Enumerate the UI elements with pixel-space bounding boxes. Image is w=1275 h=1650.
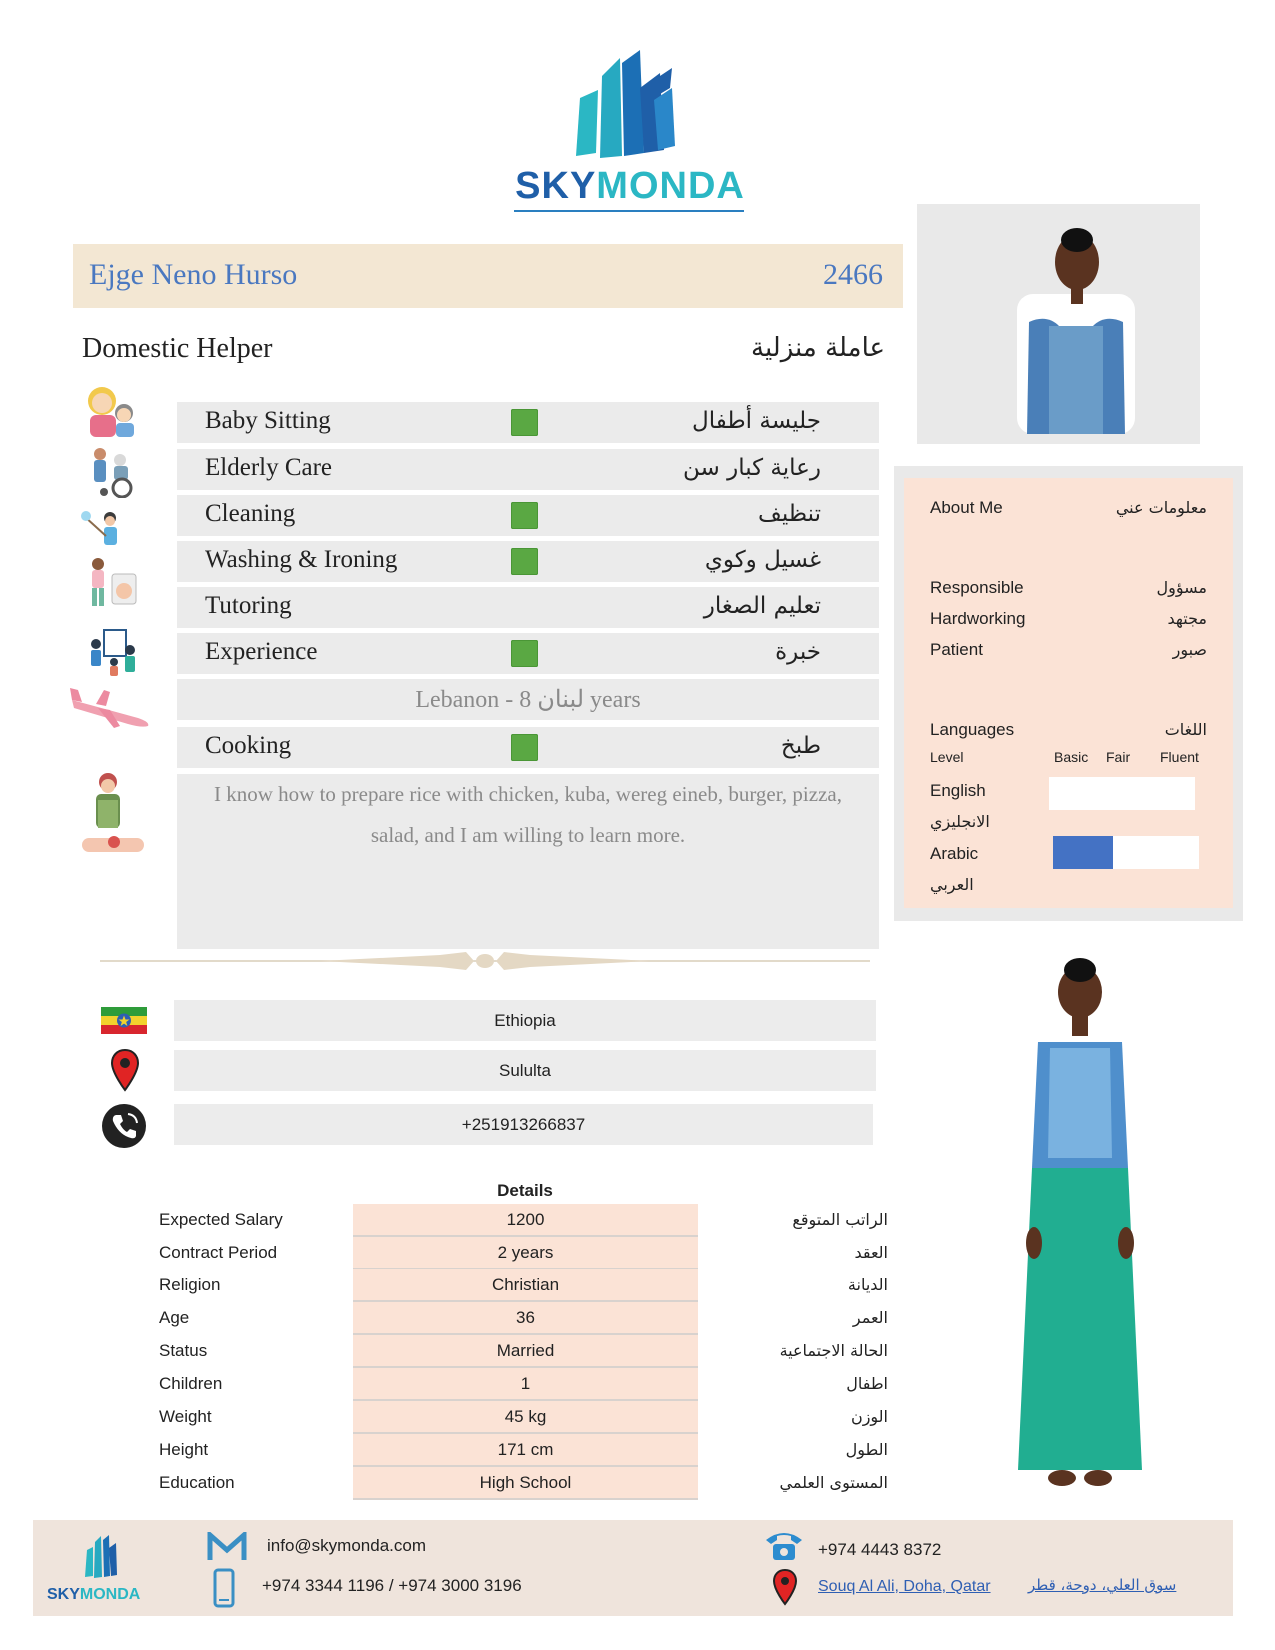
detail-label-ar: الراتب المتوقع [792,1210,888,1229]
detail-label-en: Religion [159,1275,221,1294]
details-row-contract [158,1237,888,1269]
footer-logo-wordmark: SKYMONDA [47,1586,141,1603]
languages-title-en: Languages [930,720,1015,739]
trait-ar: صبور [1172,640,1207,659]
skill-check-icon [511,640,538,667]
candidate-ref: 2466 [823,258,883,291]
skill-check-icon [511,409,538,436]
headshot-illustration [917,204,1200,444]
english-level-bar [1049,777,1195,810]
arabic-level-fill [1053,836,1113,869]
lang-english-en: English [930,781,986,800]
footer-address-ar[interactable]: سوق العلي، دوحة، قطر [1028,1576,1177,1594]
detail-value: 36 [353,1302,698,1335]
languages-title-ar: اللغات [1164,720,1207,739]
level-label: Level [930,749,964,765]
trait-en: Hardworking [930,609,1026,628]
level-fluent: Fluent [1160,749,1199,765]
detail-label-ar: العقد [854,1243,888,1262]
skill-row-cooking [177,727,879,768]
skill-row-experience [177,633,879,674]
tutoring-icon [86,628,142,676]
trait-ar: مجتهد [1167,609,1207,628]
skill-label-en: Cleaning [205,500,296,527]
detail-label-ar: الطول [845,1440,888,1459]
experience-detail: Lebanon - لبنان 8 years [415,687,641,713]
details-row-weight [158,1401,888,1433]
details-row-height [158,1434,888,1466]
level-fair: Fair [1106,749,1131,765]
ethiopia-flag-icon [101,1007,147,1034]
detail-value: 1 [353,1368,698,1401]
about-title-ar: معلومات عني [1115,498,1207,517]
name-bar [73,244,903,308]
logo-underline [514,210,744,212]
footer-location-pin-icon [772,1568,798,1606]
detail-value: High School [353,1467,698,1500]
detail-value: 45 kg [353,1401,698,1434]
footer-address-en[interactable]: Souq Al Ali, Doha, Qatar [818,1578,991,1595]
footer-logo-icon [63,1530,143,1584]
country-field: Ethiopia [174,1000,876,1041]
detail-value: 2 years [353,1237,698,1270]
details-row-salary [158,1204,888,1236]
lang-arabic-en: Arabic [930,844,979,863]
job-title-en: Domestic Helper [82,333,273,364]
footer [33,1520,1233,1616]
skill-check-icon [511,548,538,575]
trait-ar: مسؤول [1156,578,1207,597]
trait-en: Responsible [930,578,1024,597]
skill-label-ar: رعاية كبار سن [683,455,821,481]
trait-en: Patient [930,640,983,659]
candidate-name: Ejge Neno Hurso [89,258,298,291]
detail-label-en: Contract Period [159,1243,278,1262]
lang-english-ar: الانجليزي [930,812,990,831]
detail-label-en: Education [159,1473,235,1492]
details-title: Details [497,1181,553,1200]
detail-label-en: Weight [159,1407,212,1426]
skill-label-en: Tutoring [205,592,292,619]
skymonda-wordmark: SKYMONDA [515,165,745,207]
skill-label-ar: تنظيف [758,501,821,527]
skill-row-baby-sitting [177,402,879,443]
skill-label-en: Elderly Care [205,454,333,481]
level-basic: Basic [1054,749,1089,765]
detail-label-ar: المستوى العلمي [779,1473,888,1492]
cooking-icon [76,772,150,858]
skill-row-cleaning [177,495,879,536]
skill-check-icon [511,734,538,761]
telephone-icon [763,1528,805,1562]
airplane-icon [68,684,154,734]
detail-value: 171 cm [353,1434,698,1467]
arabic-level-bar [1053,836,1199,869]
skill-check-icon [511,502,538,529]
job-title-ar: عاملة منزلية [751,333,885,363]
phone-field: +251913266837 [174,1104,873,1145]
footer-phone: +974 4443 8372 [818,1540,942,1559]
skill-label-ar: جليسة أطفال [692,408,821,434]
about-title-en: About Me [930,498,1003,517]
detail-label-en: Height [159,1440,209,1459]
mobile-icon [213,1568,235,1608]
city-field: Sululta [174,1050,876,1091]
skill-label-ar: تعليم الصغار [703,593,821,619]
cooking-note: I know how to prepare rice with chicken, kuba, wereg eineb, burger, pizza, salad, and I am willing to learn more. [214,782,842,847]
lang-arabic-ar: العربي [930,875,974,894]
skill-row-washing-ironing [177,541,879,582]
elderly-care-icon [88,446,142,498]
detail-label-ar: الحالة الاجتماعية [779,1341,888,1360]
skill-row-tutoring [177,587,879,628]
skill-row-elderly-care [177,449,879,490]
detail-label-en: Age [159,1308,190,1327]
phone-call-icon [101,1103,147,1149]
experience-detail-row [177,679,879,720]
details-row-education [158,1467,888,1499]
cooking-note-box [177,774,879,949]
details-row-status [158,1335,888,1367]
about-me-panel [894,466,1243,921]
footer-mobiles: +974 3344 1196 / +974 3000 3196 [262,1576,522,1595]
about-me-inner [904,478,1233,908]
ornamental-divider [100,948,870,974]
detail-label-en: Expected Salary [159,1210,283,1229]
detail-value: Christian [353,1269,698,1302]
skill-label-en: Experience [205,638,318,665]
skill-label-ar: طبخ [780,733,821,759]
detail-label-ar: الديانة [847,1275,888,1294]
detail-value: 1200 [353,1204,698,1237]
full-body-photo [990,948,1170,1493]
email-icon [207,1532,247,1562]
skill-label-en: Washing & Ironing [205,546,398,573]
skill-label-ar: خبرة [775,639,821,665]
detail-label-ar: اطفال [846,1374,888,1393]
detail-label-ar: الوزن [850,1407,888,1426]
details-row-religion [158,1269,888,1301]
footer-email[interactable]: info@skymonda.com [267,1536,426,1555]
cleaning-icon [80,508,126,552]
detail-label-en: Status [159,1341,208,1360]
detail-value: Married [353,1335,698,1368]
headshot-photo [917,204,1200,444]
washing-ironing-icon [84,556,140,610]
location-pin-icon [110,1048,140,1092]
baby-sitting-icon [82,383,142,439]
detail-label-ar: العمر [852,1308,888,1327]
detail-label-en: Children [159,1374,223,1393]
skill-label-en: Cooking [205,732,292,759]
details-row-children [158,1368,888,1400]
details-row-age [158,1302,888,1334]
skill-label-en: Baby Sitting [205,407,331,434]
skill-label-ar: غسيل وكوي [704,547,821,573]
